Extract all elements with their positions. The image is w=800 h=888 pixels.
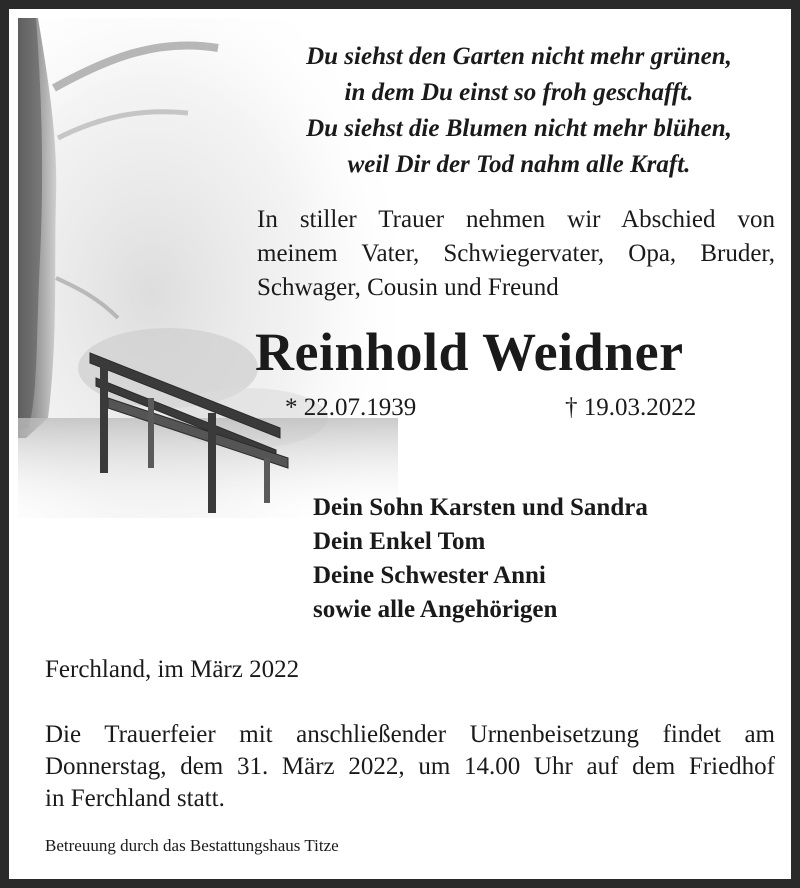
- death-date: † 19.03.2022: [565, 394, 697, 421]
- poem-line: Du siehst den Garten nicht mehr grünen,: [306, 43, 732, 70]
- poem-line: weil Dir der Tod nahm alle Kraft.: [347, 151, 691, 178]
- funeral-notice: [45, 719, 775, 815]
- birth-date: * 22.07.1939: [285, 394, 417, 421]
- deceased-name: Reinhold Weidner: [255, 322, 684, 382]
- funeral-line: in Ferchland statt.: [45, 785, 225, 812]
- intro-text: [257, 203, 775, 305]
- mourner: Deine Schwester Anni: [313, 562, 546, 589]
- funeral-line: Die Trauerfeier mit anschließender Urnenbeisetzung findet am: [45, 721, 775, 748]
- intro-line: Schwager, Cousin und Freund: [257, 274, 559, 301]
- mourner: Dein Sohn Karsten und Sandra: [313, 494, 648, 521]
- intro-line: meinem Vater, Schwiegervater, Opa, Bruder,: [257, 240, 775, 267]
- intro-line: In stiller Trauer nehmen wir Abschied von: [257, 206, 775, 233]
- poem: [249, 39, 789, 183]
- funeral-line: Donnerstag, dem 31. März 2022, um 14.00 Uhr auf dem Friedhof: [45, 753, 775, 780]
- undertaker-credit: Betreuung durch das Bestattungshaus Titze: [45, 836, 339, 855]
- mourner: sowie alle Angehörigen: [313, 596, 558, 623]
- place-date: Ferchland, im März 2022: [45, 656, 300, 683]
- mourner: Dein Enkel Tom: [313, 528, 486, 555]
- poem-line: in dem Du einst so froh geschafft.: [344, 79, 694, 106]
- mourners-list: [313, 491, 648, 627]
- poem-line: Du siehst die Blumen nicht mehr blühen,: [306, 115, 732, 142]
